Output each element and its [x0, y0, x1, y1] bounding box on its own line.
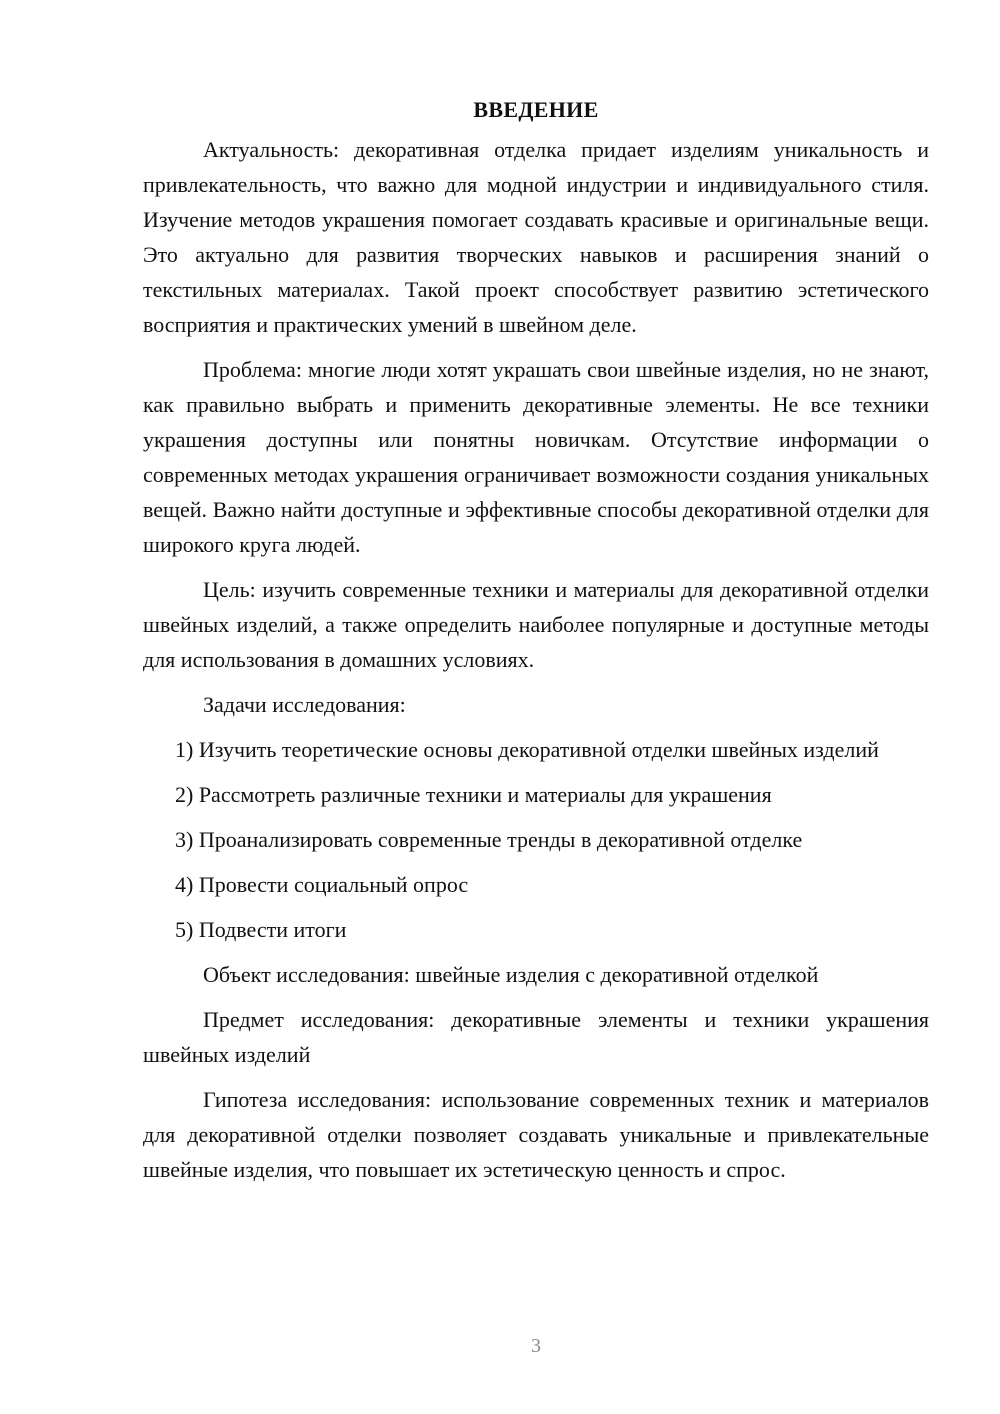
problem-paragraph: Проблема: многие люди хотят украшать свои швейные изделия, но не знают, как правильно выбрать и применить декоративные элементы. Не все техники украшения доступны или понятны новичкам. Отсутствие информации о современных методах украшения ограничивает возможности создания уникальных вещей. Важно найти доступные и эффективные способы декоративной отделки для широкого круга людей. — [143, 357, 929, 557]
task-item: 2) Рассмотреть различные техники и материалы для украшения — [175, 782, 772, 807]
subject-paragraph: Предмет исследования: декоративные элементы и техники украшения швейных изделий — [143, 1007, 929, 1067]
hypothesis-paragraph: Гипотеза исследования: использование современных техник и материалов для декоративной отделки позволяет создавать уникальные и привлекательные швейные изделия, что повышает их эстетическую ценность и спрос. — [143, 1087, 929, 1182]
tasks-heading: Задачи исследования: — [203, 692, 406, 717]
task-item: 3) Проанализировать современные тренды в декоративной отделке — [175, 827, 803, 852]
page-number: 3 — [531, 1335, 541, 1357]
task-item: 5) Подвести итоги — [175, 917, 347, 942]
object-paragraph: Объект исследования: швейные изделия с декоративной отделкой — [203, 962, 819, 987]
page-title: ВВЕДЕНИЕ — [473, 97, 599, 122]
relevance-paragraph: Актуальность: декоративная отделка придает изделиям уникальность и привлекательность, что важно для модной индустрии и индивидуального стиля. Изучение методов украшения помогает создавать красивые и оригинальные вещи. Это актуально для развития творческих навыков и расширения знаний о текстильных материалах. Такой проект способствует развитию эстетического восприятия и практических умений в швейном деле. — [143, 137, 929, 337]
task-item: 1) Изучить теоретические основы декоративной отделки швейных изделий — [175, 737, 879, 762]
task-item: 4) Провести социальный опрос — [175, 872, 469, 897]
page-content — [143, 92, 929, 1197]
goal-paragraph: Цель: изучить современные техники и материалы для декоративной отделки швейных изделий, а также определить наиболее популярные и доступные методы для использования в домашних условиях. — [143, 577, 929, 672]
